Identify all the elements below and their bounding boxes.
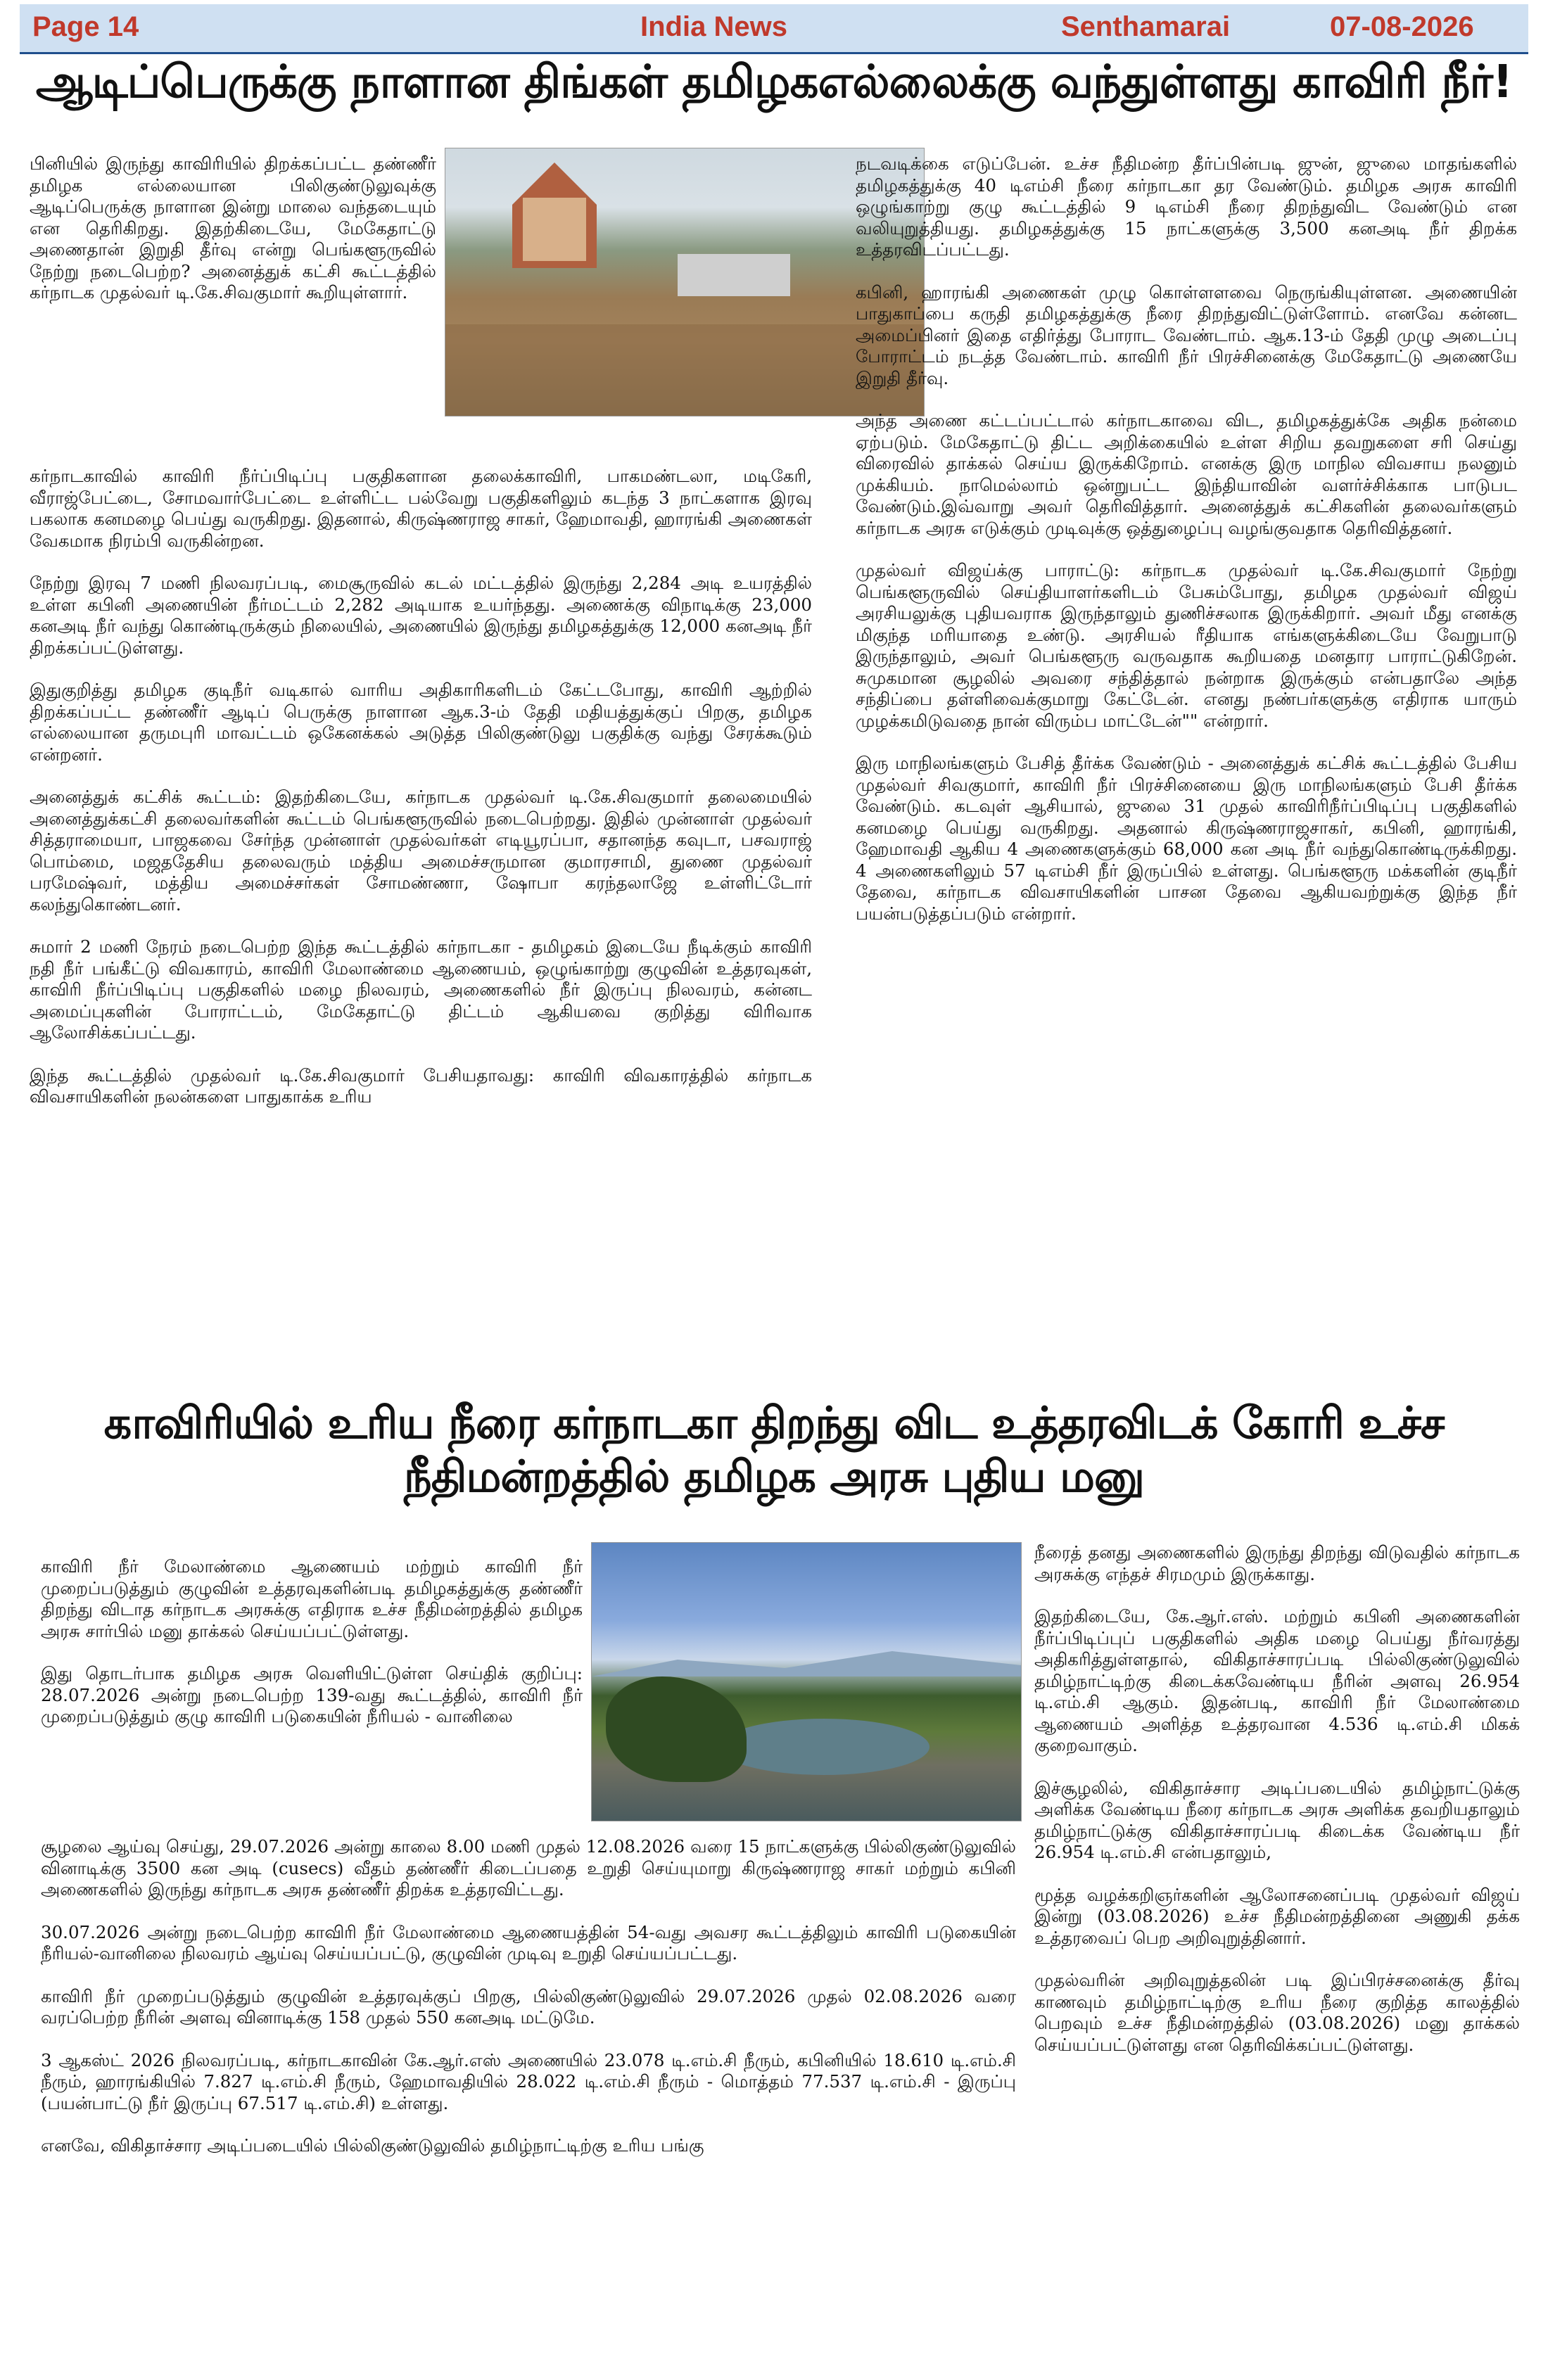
- story1-paragraph: இந்த கூட்டத்தில் முதல்வர் டி.கே.சிவகுமார் பேசியதாவது: காவிரி விவகாரத்தில் கர்நாடக விவசாயிகளின் நலன்களை பாதுகாக்க உரிய: [30, 1064, 812, 1107]
- story2-col1-top: [41, 1556, 583, 1728]
- story2-paragraph: இதற்கிடையே, கே.ஆர்.எஸ். மற்றும் கபினி அணைகளின் நீர்ப்பிடிப்புப் பகுதிகளில் அதிக மழை பெய்து நீர்வரத்து அதிகரித்துள்ளதால், விகிதாச்சாரப்படி பில்லிகுண்டுலுவில் தமிழ்நாட்டிற்கு கிடைக்கவேண்டிய நீரின் அளவு 26.954 டி.எம்.சி ஆகும். இதன்படி, காவிரி நீர் மேலாண்மை ஆணையம் அளித்த உத்தரவான 4.536 டி.எம்.சி மிகக் குறைவாகும்.: [1034, 1606, 1520, 1755]
- story2-wide-body: [41, 1836, 1016, 2178]
- story1-col1-top: [30, 153, 436, 325]
- story1-paragraph: முதல்வர் விஜய்க்கு பாராட்டு: கர்நாடக முதல்வர் டி.கே.சிவகுமார் நேற்று பெங்களூருவில் செய்தியாளர்களிடம் பேசும்போது, தமிழக முதல்வர் விஜய் அரசியலுக்கு புதியவராக இருந்தாலும் துணிச்சலாக இருக்கிறார். அவர் மீது எனக்கு மிகுந்த மரியாதை உண்டு. அரசியல் ரீதியாக எங்களுக்கிடையே வேறுபாடு இருந்தாலும், அவர் பெங்களூரு வருவதாக கூறியதை மனதார பாராட்டுகிறேன். சுமுகமான சூழலில் அவரை சந்தித்தால் நன்றாக இருக்கும் என்பதாலே அந்த சந்திப்பை தள்ளிவைக்குமாறு கேட்டேன். எனது நண்பர்களுக்கு எதிராக யாரும் முழக்கமிடுவதை நான் விரும்ப மாட்டேன்"" என்றார்.: [856, 560, 1517, 731]
- story2-paragraph: இது தொடர்பாக தமிழக அரசு வெளியிட்டுள்ள செய்திக் குறிப்பு: 28.07.2026 அன்று நடைபெற்ற 139-வது கூட்டத்தில், காவிரி நீர் முறைப்படுத்தும் குழு காவிரி படுகையின் நீரியல் - வானிலை: [41, 1663, 583, 1726]
- story1-paragraph: கர்நாடகாவில் காவிரி நீர்ப்பிடிப்பு பகுதிகளான தலைக்காவிரி, பாகமண்டலா, மடிகேரி, வீராஜ்பேட்டை, சோமவார்பேட்டை உள்ளிட்ட பல்வேறு பகுதிகளிலும் கடந்த 3 நாட்களாக இரவு பகலாக கனமழை பெய்து வருகிறது. இதனால், கிருஷ்ணராஜ சாகர், ஹேமாவதி, ஹாரங்கி அணைகள் வேகமாக நிரம்பி வருகின்றன.: [30, 466, 812, 551]
- story1-paragraph: அந்த அணை கட்டப்பட்டால் கர்நாடகாவை விட, தமிழகத்துக்கே அதிக நன்மை ஏற்படும். மேகேதாட்டு திட்ட அறிக்கையில் உள்ள சிறிய தவறுகளை சரி செய்து விரைவில் தாக்கல் செய்ய இருக்கிறோம். எனக்கு இரு மாநில விவசாய நலனும் முக்கியம். நாமெல்லாம் ஒன்றுபட்ட இந்தியாவின் வளர்ச்சிக்காக பாடுபட வேண்டும்.இவ்வாறு அவர் தெரிவித்தார். அனைத்துக் கட்சிகளின் தலைவர்களும் கர்நாடக அரசு எடுக்கும் முடிவுக்கு ஒத்துழைப்பு வழங்குவதாக தெரிவித்தனர்.: [856, 410, 1517, 538]
- story2-paragraph: நீரைத் தனது அணைகளில் இருந்து திறந்து விடுவதில் கர்நாடக அரசுக்கு எந்தச் சிரமமும் இருக்காது.: [1034, 1542, 1520, 1584]
- story1-paragraph: நேற்று இரவு 7 மணி நிலவரப்படி, மைசூருவில் கடல் மட்டத்தில் இருந்து 2,284 அடி உயரத்தில் உள்ள கபினி அணையின் நீர்மட்டம் 2,282 அடியாக உயர்ந்தது. அணைக்கு விநாடிக்கு 23,000 கனஅடி நீர் வந்து கொண்டிருக்கும் நிலையில், அணையில் இருந்து தமிழகத்துக்கு 12,000 கனஅடி நீர் திறக்கப்பட்டுள்ளது.: [30, 573, 812, 658]
- story2-paragraph: முதல்வரின் அறிவுறுத்தலின் படி இப்பிரச்சனைக்கு தீர்வு காணவும் தமிழ்நாட்டிற்கு உரிய நீரை குறித்த காலத்தில் பெறவும் உச்ச நீதிமன்றத்தில் (03.08.2026) மனு தாக்கல் செய்யப்பட்டுள்ளது என தெரிவிக்கப்பட்டுள்ளது.: [1034, 1970, 1520, 2055]
- story2-paragraph: 30.07.2026 அன்று நடைபெற்ற காவிரி நீர் மேலாண்மை ஆணையத்தின் 54-வது அவசர கூட்டத்திலும் காவிரி படுகையின் நீரியல்-வானிலை நிலவரம் ஆய்வு செய்யப்பட்டு, குழுவின் முடிவு உறுதி செய்யப்பட்டது.: [41, 1921, 1016, 1964]
- story1-col1-body: [30, 466, 812, 1129]
- masthead-bar: [20, 4, 1528, 54]
- story1-paragraph: இதுகுறித்து தமிழக குடிநீர் வடிகால் வாரிய அதிகாரிகளிடம் கேட்டபோது, காவிரி ஆற்றில் திறக்கப்பட்ட தண்ணீர் ஆடிப் பெருக்கு நாளான ஆக.3-ம் தேதி மதியத்துக்குப் பிறகு, தமிழக எல்லையான தருமபுரி மாவட்டம் ஒகேனக்கல் அடுத்த பிலிகுண்டுலு பகுதிக்கு வந்து சேரக்கூடும் என்றனர்.: [30, 680, 812, 765]
- river-landscape-photo: [591, 1542, 1022, 1821]
- story2-paragraph: காவிரி நீர் மேலாண்மை ஆணையம் மற்றும் காவிரி நீர் முறைப்படுத்தும் குழுவின் உத்தரவுகளின்படி தமிழகத்துக்கு தண்ணீர் திறந்து விடாத கர்நாடக அரசுக்கு எதிராக உச்ச நீதிமன்றத்தில் தமிழக அரசு சார்பில் மனு தாக்கல் செய்யப்பட்டுள்ளது.: [41, 1556, 583, 1641]
- story1-paragraph: இரு மாநிலங்களும் பேசித் தீர்க்க வேண்டும் - அனைத்துக் கட்சிக் கூட்டத்தில் பேசிய முதல்வர் சிவகுமார், காவிரி நீர் பிரச்சினையை இரு மாநிலங்களும் பேசி தீர்க்க வேண்டும். கடவுள் ஆசியால், ஜுலை 31 முதல் காவிரிநீர்ப்பிடிப்பு பகுதிகளில் கனமழை பெய்து வருகிறது. அதனால் கிருஷ்ணராஜசாகர், கபினி, ஹாரங்கி, ஹேமாவதி ஆகிய 4 அணைகளுக்கும் 68,000 கன அடி நீர் வந்துகொண்டிருக்கிறது. 4 அணைகளிலும் 57 டிஎம்சி நீர் இருப்பில் உள்ளது. பெங்களூரு மக்களின் குடிநீர் தேவை, கர்நாடக விவசாயிகளின் பாசன தேவை ஆகியவற்றுக்கு இந்த நீர் பயன்படுத்தப்படும் என்றார்.: [856, 753, 1517, 924]
- section-name: India News: [640, 11, 787, 42]
- story1-lead-paragraph: பினியில் இருந்து காவிரியில் திறக்கப்பட்ட தண்ணீர் தமிழக எல்லையான பிலிகுண்டுலுவுக்கு ஆடிப்பெருக்கு நாளான இன்று மாலை வந்தடையும் என தெரிகிறது. இதற்கிடையே, மேகேதாட்டு அணைதான் இறுதி தீர்வு என்று பெங்களூருவில் நேற்று நடைபெற்ற? அனைத்துக் கட்சி கூட்டத்தில் கர்நாடக முதல்வர் டி.கே.சிவகுமார் கூறியுள்ளார்.: [30, 153, 436, 303]
- story1-paragraph: நடவடிக்கை எடுப்பேன். உச்ச நீதிமன்ற தீர்ப்பின்படி ஜுன், ஜுலை மாதங்களில் தமிழகத்துக்கு 40 டிஎம்சி நீரை கர்நாடகா தர வேண்டும். தமிழக அரசு காவிரி ஒழுங்காற்று குழு கூட்டத்தில் 9 டிஎம்சி நீரை திறந்துவிட வேண்டும் என வலியுறுத்தியது. தமிழகத்துக்கு 15 நாட்களுக்கு 3,500 கனஅடி நீர் திறக்க உத்தரவிடப்பட்டது.: [856, 153, 1517, 260]
- story2-paragraph: சூழலை ஆய்வு செய்து, 29.07.2026 அன்று காலை 8.00 மணி முதல் 12.08.2026 வரை 15 நாட்களுக்கு பில்லிகுண்டுலுவில் வினாடிக்கு 3500 கன அடி (cusecs) வீதம் தண்ணீர் கிடைப்பதை உறுதி செய்யுமாறு கிருஷ்ணராஜ சாகர் மற்றும் கபினி அணைகளில் இருந்து கர்நாடக அரசு தண்ணீர் திறக்க உத்தரவிட்டது.: [41, 1836, 1016, 1899]
- story2-paragraph: மூத்த வழக்கறிஞர்களின் ஆலோசனைப்படி முதல்வர் விஜய் இன்று (03.08.2026) உச்ச நீதிமன்றத்தினை அணுகி தக்க உத்தரவைப் பெற அறிவுறுத்தினார்.: [1034, 1884, 1520, 1948]
- story2-paragraph: காவிரி நீர் முறைப்படுத்தும் குழுவின் உத்தரவுக்குப் பிறகு, பில்லிகுண்டுலுவில் 29.07.2026 முதல் 02.08.2026 வரை வரப்பெற்ற நீரின் அளவு வினாடிக்கு 158 முதல் 550 கனஅடி மட்டுமே.: [41, 1985, 1016, 2028]
- flood-temple-photo: [445, 148, 925, 416]
- story2-headline: காவிரியில் உரிய நீரை கர்நாடகா திறந்து விட உத்தரவிடக் கோரி உச்ச நீதிமன்றத்தில் தமிழக அரசு புதிய மனு: [103, 1397, 1445, 1502]
- issue-date: 07-08-2026: [1330, 11, 1474, 42]
- story2-paragraph: இச்சூழலில், விகிதாச்சார அடிப்படையில் தமிழ்நாட்டுக்கு அளிக்க வேண்டிய நீரை கர்நாடக அரசு அளிக்க தவறியதாலும் தமிழ்நாட்டுக்கு விகிதாச்சாரப்படி கிடைக்க வேண்டிய நீர் 26.954 டி.எம்.சி என்பதாலும்,: [1034, 1777, 1520, 1862]
- story1-col2: [856, 153, 1517, 946]
- story1-paragraph: கபினி, ஹாரங்கி அணைகள் முழு கொள்ளளவை நெருங்கியுள்ளன. அணையின் பாதுகாப்பை கருதி தமிழகத்துக்கு நீரை திறந்துவிட்டுள்ளோம். எனவே கன்னட அமைப்பினர் இதை எதிர்த்து போராட வேண்டாம். ஆக.13-ம் தேதி முழு அடைப்பு போராட்டம் நடத்த வேண்டாம். காவிரி நீர் பிரச்சினைக்கு மேகேதாட்டு அணையே இறுதி தீர்வு.: [856, 281, 1517, 388]
- newspaper-name: Senthamarai: [1061, 11, 1231, 42]
- story2-paragraph: 3 ஆகஸ்ட் 2026 நிலவரப்படி, கர்நாடகாவின் கே.ஆர்.எஸ் அணையில் 23.078 டி.எம்.சி நீரும், கபினியில் 18.610 டி.எம்.சி நீரும், ஹாரங்கியில் 7.827 டி.எம்.சி நீரும், ஹேமாவதியில் 28.022 டி.எம்.சி நீரும் - மொத்தம் 77.537 டி.எம்.சி - இருப்பு (பயன்பாட்டு நீர் இருப்பு 67.517 டி.எம்.சி) உள்ளது.: [41, 2049, 1016, 2113]
- story2-paragraph: எனவே, விகிதாச்சார அடிப்படையில் பில்லிகுண்டுலுவில் தமிழ்நாட்டிற்கு உரிய பங்கு: [41, 2135, 704, 2156]
- story2-col3: [1034, 1542, 1520, 2077]
- story1-paragraph: சுமார் 2 மணி நேரம் நடைபெற்ற இந்த கூட்டத்தில் கர்நாடகா - தமிழகம் இடையே நீடிக்கும் காவிரி நதி நீர் பங்கீட்டு விவகாரம், காவிரி மேலாண்மை ஆணையம், ஒழுங்காற்று குழுவின் உத்தரவுகள், காவிரி நீர்ப்பிடிப்பு பகுதிகளில் மழை நிலவரம், அணைகளில் நீர் இருப்பு நிலவரம், கன்னட அமைப்புகளின் போராட்டம், மேகேதாட்டு திட்டம் ஆகியவை குறித்து விரிவாக ஆலோசிக்கப்பட்டது.: [30, 936, 812, 1043]
- story1-paragraph: அனைத்துக் கட்சிக் கூட்டம்: இதற்கிடையே, கர்நாடக முதல்வர் டி.கே.சிவகுமார் தலைமையில் அனைத்துக்கட்சி தலைவர்களின் கூட்டம் பெங்களூருவில் நடைபெற்றது. இதில் முன்னாள் முதல்வர் சித்தராமையா, பாஜகவை சேர்ந்த முன்னாள் முதல்வர்கள் எடியூரப்பா, சதானந்த கவுடா, பசவராஜ் பொம்மை, மஜததேசிய தலைவரும் மத்திய அமைச்சருமான குமாரசாமி, துணை முதல்வர் பரமேஷ்வர், மத்திய அமைச்சர்கள் சோமண்ணா, ஷோபா கரந்தலாஜே உள்ளிட்டோர் கலந்துகொண்டனர்.: [30, 787, 812, 915]
- story1-headline: ஆடிப்பெருக்கு நாளான திங்கள் தமிழகஎல்லைக்கு வந்துள்ளது காவிரி நீர்!: [35, 56, 1513, 108]
- page-number: Page 14: [32, 11, 139, 42]
